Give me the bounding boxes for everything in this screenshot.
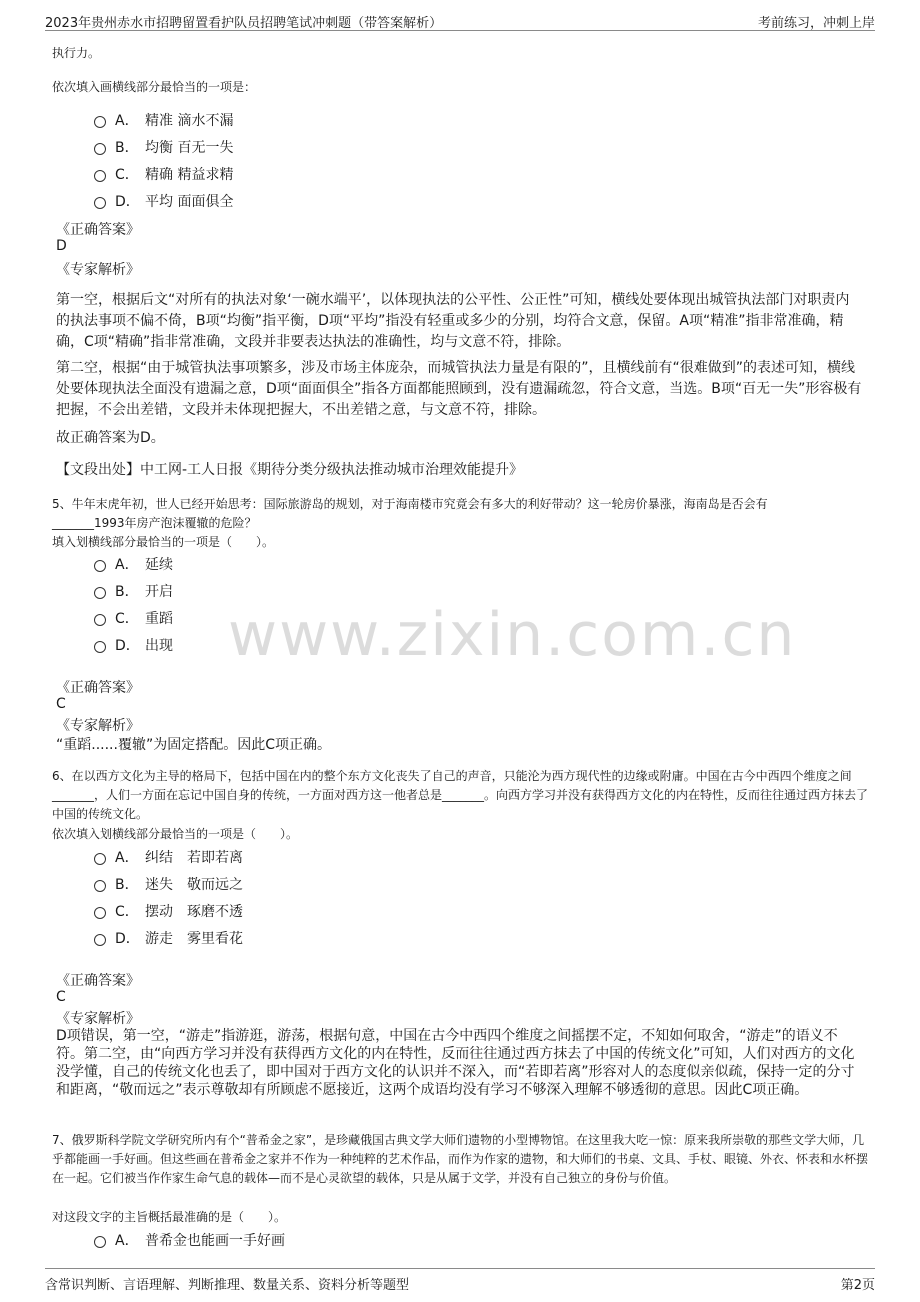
page-number: 第2页 bbox=[840, 1278, 875, 1293]
radio-button-icon[interactable] bbox=[94, 641, 106, 653]
option-text: 出现 bbox=[145, 638, 173, 654]
q5-answer: C bbox=[56, 696, 66, 712]
page-footer bbox=[45, 1268, 875, 1295]
q5-stem-line-1: 5、牛年末虎年初，世人已经开始思考：国际旅游岛的规划，对于海南楼市究竟会有多大的利好带动？这一轮房价暴涨，海南岛是否会有 bbox=[52, 497, 768, 511]
radio-button-icon[interactable] bbox=[94, 170, 106, 182]
option-text: 精确 精益求精 bbox=[145, 167, 234, 183]
option-letter: B． bbox=[115, 877, 139, 893]
footer-description: 含常识判断、言语理解、判断推理、数量关系、资料分析等题型 bbox=[45, 1278, 410, 1293]
q6-stem: 6、在以西方文化为主导的格局下，包括中国在内的整个东方文化丧失了自己的声音，只能沦为西方现代性的边缘或附庸。中国在古今中西四个维度之间_______，人们一方面在忘记中国自身的传统，一方面对西方这一他者总是_______。向西方学习并没有获得西方文化的内在特性，反而往往通过西方抹去了中国的传统文化。 bbox=[52, 769, 869, 821]
q5-prompt: 填入划横线部分最恰当的一项是（ ）。 bbox=[52, 535, 275, 549]
radio-button-icon[interactable] bbox=[94, 853, 106, 865]
option-letter: C． bbox=[115, 611, 139, 627]
radio-button-icon[interactable] bbox=[94, 907, 106, 919]
q4-option-d[interactable] bbox=[94, 191, 233, 211]
q6-analysis: D项错误，第一空，“游走”指游逛，游荡，根据句意，中国在古今中西四个维度之间摇摆不定，不知如何取舍，“游走”的语义不符。第二空，由“向西方学习并没有获得西方文化的内在特性，反而往往通过西方抹去了中国的传统文化”可知，人们对西方的文化没学懂，自己的传统文化也丢了，即中国对于西方文化的认识并不深入，而“若即若离”形容对人的态度似亲似疏，保持一定的分寸和距离，“敬而远之”表示尊敬却有所顾虑不愿接近，这两个成语均没有学习不够深入理解不够透彻的意思。因此C项正确。 bbox=[56, 1028, 855, 1098]
q5-option-a[interactable] bbox=[94, 554, 173, 574]
option-text: 重蹈 bbox=[145, 611, 173, 627]
q6-prompt: 依次填入划横线部分最恰当的一项是（ ）。 bbox=[52, 827, 299, 841]
option-letter: A． bbox=[115, 557, 139, 573]
option-text: 开启 bbox=[145, 584, 173, 600]
q6-option-b[interactable] bbox=[94, 874, 243, 894]
page-header bbox=[45, 8, 875, 31]
q6-analysis-label: 《专家解析》 bbox=[56, 1011, 140, 1027]
option-letter: D． bbox=[115, 931, 140, 947]
option-letter: A． bbox=[115, 850, 139, 866]
option-letter: B． bbox=[115, 584, 139, 600]
option-letter: C． bbox=[115, 167, 139, 183]
option-letter: D． bbox=[115, 194, 140, 210]
option-text: 纠结 若即若离 bbox=[145, 850, 243, 866]
q4-prompt: 依次填入画横线部分最恰当的一项是： bbox=[52, 80, 257, 94]
q4-analysis-paragraph-1: 第一空，根据后文“对所有的执法对象‘一碗水端平’，以体现执法的公平性、公正性”可知，横线处要体现出城管执法部门对职责内的执法事项不偏不倚，B项“均衡”指平衡，D项“平均”指没有轻重或多少的分别，均符合文意，保留。A项“精准”指非常准确，精确，C项“精确”指非常准确，文段并非要表达执法的准确性，均与文意不符，排除。 bbox=[56, 292, 850, 350]
q4-answer-label: 《正确答案》 bbox=[56, 222, 140, 238]
q5-analysis-label: 《专家解析》 bbox=[56, 718, 140, 734]
q4-source: 【文段出处】中工网-工人日报《期待分类分级执法推动城市治理效能提升》 bbox=[56, 462, 524, 478]
radio-button-icon[interactable] bbox=[94, 143, 106, 155]
q7-stem: 7、俄罗斯科学院文学研究所内有个“普希金之家”，是珍藏俄国古典文学大师们遗物的小型博物馆。在这里我大吃一惊：原来我所崇敬的那些文学大师，几乎都能画一手好画。但这些画在普希金之家并不作为一种纯粹的艺术作品，而作为作家的遗物，和大师们的书桌、文具、手杖、眼镜、外衣、怀表和水杯摆在一起。它们被当作作家生命气息的载体—而不是心灵欲望的载体，只是从属于文学，并没有自己独立的身份与价值。 bbox=[52, 1133, 869, 1185]
option-text: 普希金也能画一手好画 bbox=[145, 1233, 285, 1249]
q4-option-b[interactable] bbox=[94, 137, 233, 157]
q6-option-c[interactable] bbox=[94, 901, 243, 921]
q5-answer-label: 《正确答案》 bbox=[56, 680, 140, 696]
header-slogan: 考前练习，冲刺上岸 bbox=[757, 16, 875, 31]
option-text: 游走 雾里看花 bbox=[145, 931, 243, 947]
option-letter: A． bbox=[115, 1233, 139, 1249]
q5-analysis: “重蹈......覆辙”为固定搭配。因此C项正确。 bbox=[56, 737, 331, 753]
option-letter: B． bbox=[115, 140, 139, 156]
watermark: www.zixin.com.cn bbox=[228, 600, 797, 670]
option-text: 摆动 琢磨不透 bbox=[145, 904, 243, 920]
option-letter: A． bbox=[115, 113, 139, 129]
q6-option-a[interactable] bbox=[94, 847, 243, 867]
radio-button-icon[interactable] bbox=[94, 880, 106, 892]
option-letter: C． bbox=[115, 904, 139, 920]
q7-option-a[interactable] bbox=[94, 1230, 285, 1250]
q4-analysis-paragraph-2: 第二空，根据“由于城管执法事项繁多，涉及市场主体庞杂，而城管执法力量是有限的”，且横线前有“很难做到”的表述可知，横线处要体现执法全面没有遗漏之意，D项“面面俱全”指各方面都能照顾到，没有遗漏疏忽，符合文意，当选。B项“百无一失”形容极有把握，不会出差错，文段并未体现把握大，不出差错之意，与文意不符，排除。 bbox=[56, 360, 862, 418]
radio-button-icon[interactable] bbox=[94, 587, 106, 599]
q4-option-a[interactable] bbox=[94, 110, 233, 130]
option-text: 均衡 百无一失 bbox=[145, 140, 234, 156]
q5-option-b[interactable] bbox=[94, 581, 173, 601]
option-letter: D． bbox=[115, 638, 140, 654]
option-text: 平均 面面俱全 bbox=[145, 194, 234, 210]
q7-prompt: 对这段文字的主旨概括最准确的是（ ）。 bbox=[52, 1210, 287, 1224]
radio-button-icon[interactable] bbox=[94, 934, 106, 946]
q5-option-c[interactable] bbox=[94, 608, 173, 628]
q5-option-d[interactable] bbox=[94, 635, 173, 655]
q4-analysis-label: 《专家解析》 bbox=[56, 262, 140, 278]
radio-button-icon[interactable] bbox=[94, 1236, 106, 1248]
q4-option-c[interactable] bbox=[94, 164, 233, 184]
option-text: 迷失 敬而远之 bbox=[145, 877, 243, 893]
q4-answer: D bbox=[56, 238, 67, 254]
radio-button-icon[interactable] bbox=[94, 560, 106, 572]
radio-button-icon[interactable] bbox=[94, 116, 106, 128]
q6-answer: C bbox=[56, 989, 66, 1005]
q5-stem-line-2: _______1993年房产泡沫覆辙的危险？ bbox=[52, 516, 257, 530]
radio-button-icon[interactable] bbox=[94, 197, 106, 209]
document-title: 2023年贵州赤水市招聘留置看护队员招聘笔试冲刺题（带答案解析） bbox=[45, 16, 443, 31]
q6-option-d[interactable] bbox=[94, 928, 243, 948]
option-text: 延续 bbox=[145, 557, 173, 573]
q6-answer-label: 《正确答案》 bbox=[56, 973, 140, 989]
option-text: 精准 滴水不漏 bbox=[145, 113, 234, 129]
q4-conclusion: 故正确答案为D。 bbox=[56, 430, 165, 446]
q4-stem-tail: 执行力。 bbox=[52, 46, 101, 60]
radio-button-icon[interactable] bbox=[94, 614, 106, 626]
